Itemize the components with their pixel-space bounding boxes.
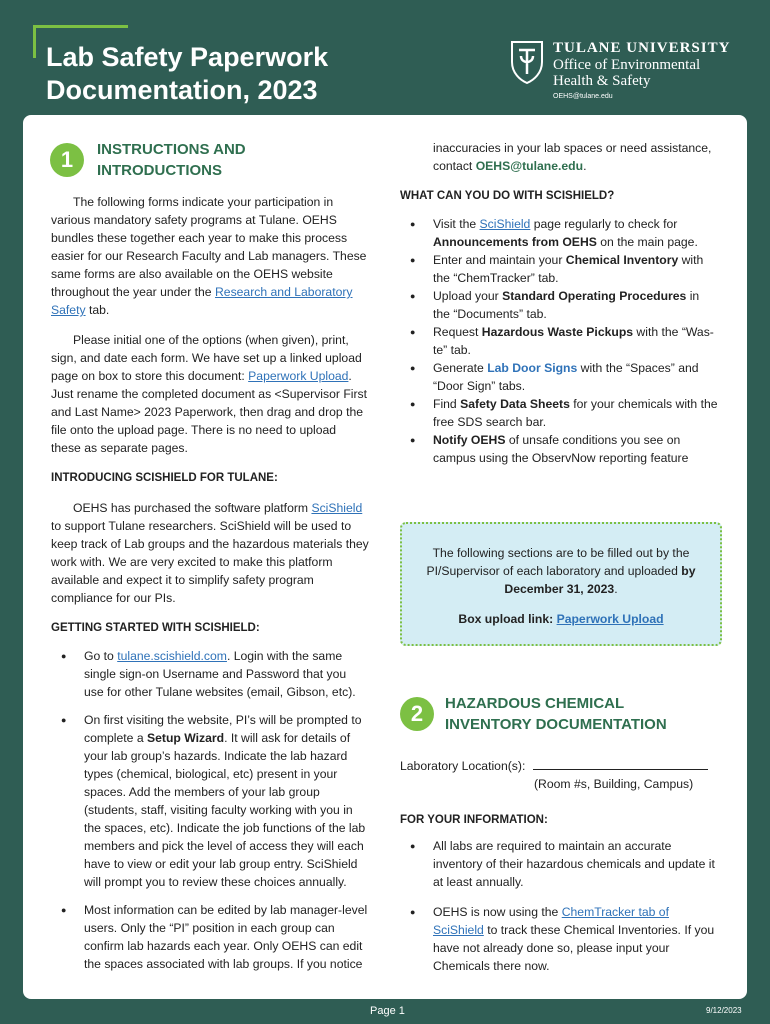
section-title-line-2: INVENTORY DOCUMENTATION bbox=[445, 716, 667, 733]
page-card bbox=[23, 115, 747, 999]
text: on the main page. bbox=[596, 235, 698, 249]
what-can-you-do-heading: WHAT CAN YOU DO WITH SCISHIELD? bbox=[400, 190, 615, 202]
text: . It will ask for details of your lab group’s hazards. Indicate the lab hazard types (chemical, biological, etc) present in your spaces. Add the members of your lab group (students, staff, visiting faculty working with you in the spaces, etc). Indicate the job functions of the lab members and pick the level of access they will each have to view or edit your lab group entry. SciShield will prompt you to review these choices annually. bbox=[84, 731, 366, 889]
section-title bbox=[97, 139, 246, 181]
scishield-intro-heading: INTRODUCING SCISHIELD FOR TULANE: bbox=[51, 472, 278, 484]
text: . bbox=[583, 159, 587, 173]
location-field[interactable] bbox=[533, 757, 708, 770]
text-bold: Notify OEHS bbox=[433, 433, 506, 447]
location-line bbox=[400, 757, 718, 775]
text: Generate bbox=[433, 361, 488, 375]
info-heading: FOR YOUR INFORMATION: bbox=[400, 814, 548, 826]
text: Go to bbox=[84, 649, 118, 663]
text: tab. bbox=[85, 303, 110, 317]
oehs-email-link[interactable]: OEHS@tulane.edu bbox=[475, 159, 584, 173]
text: The following sections are to be filled out by the PI/Supervisor of each laboratory and uploaded bbox=[426, 546, 690, 578]
footer-date: 9/12/2023 bbox=[706, 1006, 742, 1015]
text: . Login with the same single sign-on Username and Password that you use for other Tulane websites (email, Gibson, etc). bbox=[84, 649, 356, 699]
text: Request bbox=[433, 325, 482, 339]
text: The following forms indicate your participation in various mandatory safety programs at Tulane. OEHS bundles these together each year to make this process easier for our Research Faculty and Lab managers. These same forms are also available on the OEHS website throughout the year under the bbox=[51, 195, 367, 299]
list-item bbox=[400, 287, 718, 323]
left-column bbox=[51, 193, 369, 973]
text-bold: Hazardous Waste Pickups bbox=[481, 325, 634, 339]
text-bold: Announcements from OEHS bbox=[433, 235, 597, 249]
text: to track these Chemical Inventories. If you have not already done so, please input your Chemicals there now. bbox=[433, 923, 715, 973]
list-item bbox=[51, 647, 369, 701]
text: Find bbox=[433, 397, 461, 411]
list-item bbox=[400, 251, 718, 287]
tulane-scishield-link[interactable]: tulane.scishield.com bbox=[117, 649, 227, 663]
text-bold: Setup Wizard bbox=[147, 731, 225, 745]
logo-office-line-2: Health & Safety bbox=[553, 73, 651, 89]
text: with the “ChemTracker” tab. bbox=[433, 253, 704, 285]
section-number-badge: 2 bbox=[400, 697, 434, 731]
text: . bbox=[614, 582, 618, 596]
box-upload-line bbox=[402, 610, 720, 628]
list-item: ● Most information can be edited by lab manager-level users. Only the “PI” position in each group can confirm lab hazards each year. Only OEHS can edit the spaces associated with lab groups. If you notice bbox=[51, 901, 369, 973]
scishield-page-link[interactable]: SciShield bbox=[479, 217, 531, 231]
list-item bbox=[400, 323, 718, 359]
list-item bbox=[51, 711, 369, 891]
tulane-shield-icon bbox=[510, 40, 544, 84]
right-column bbox=[400, 139, 718, 467]
list-item: ● All labs are required to maintain an accurate inventory of their hazardous chemicals and update it at least annually. bbox=[400, 837, 718, 891]
text-bold: Safety Data Sheets bbox=[460, 397, 570, 411]
section-title-line-2: INTRODUCTIONS bbox=[97, 162, 222, 179]
text: Enter and maintain your bbox=[433, 253, 566, 267]
logo-office bbox=[553, 57, 700, 89]
text: On first visiting the website, PI’s will be prompted to complete a bbox=[84, 713, 362, 745]
box-upload-link[interactable]: Paperwork Upload bbox=[556, 612, 664, 626]
deadline-callout bbox=[400, 522, 722, 646]
text: Visit the bbox=[433, 217, 480, 231]
logo-email: OEHS@tulane.edu bbox=[553, 93, 613, 100]
section-title-line-1: INSTRUCTIONS AND bbox=[97, 141, 246, 158]
scishield-features-list bbox=[400, 215, 718, 467]
paperwork-upload-link[interactable]: Paperwork Upload bbox=[248, 369, 349, 383]
section-title bbox=[445, 693, 667, 735]
callout-text bbox=[402, 524, 720, 598]
research-safety-link[interactable]: Research and Laboratory Safety bbox=[51, 285, 353, 317]
list-item bbox=[400, 215, 718, 251]
scishield-link[interactable]: SciShield bbox=[311, 501, 363, 515]
list-item bbox=[400, 359, 718, 395]
text: with the “Spaces” and “Door Sign” tabs. bbox=[433, 361, 699, 393]
getting-started-list bbox=[51, 647, 369, 973]
list-item bbox=[400, 903, 718, 975]
text: for your chemicals with the free SDS search bar. bbox=[433, 397, 718, 429]
text-bold: Standard Operating Procedures bbox=[502, 289, 687, 303]
deadline-date: by December 31, 2023 bbox=[504, 564, 696, 596]
text: page regularly to check for bbox=[530, 217, 678, 231]
text: OEHS has purchased the software platform bbox=[73, 501, 312, 515]
page-number: Page 1 bbox=[370, 1005, 405, 1017]
title-line-2: Documentation, 2023 bbox=[46, 75, 318, 105]
text: Please initial one of the options (when given), print, sign, and date each form. We have set up a linked upload page on box to store this document: bbox=[51, 333, 362, 383]
instructions-paragraph bbox=[51, 331, 369, 457]
intro-paragraph bbox=[51, 193, 369, 319]
title-line-1: Lab Safety Paperwork bbox=[46, 42, 329, 72]
text: . Just rename the completed document as <Supervisor First and Last Name> 2023 Paperwork, then drag and drop the file onto the upload page. There is no need to upload these as separate pages. bbox=[51, 369, 368, 455]
chemtracker-link[interactable]: ChemTracker tab of SciShield bbox=[433, 905, 669, 937]
section-number-badge: 1 bbox=[50, 143, 84, 177]
logo-office-line-1: Office of Environmental bbox=[553, 57, 701, 73]
list-item bbox=[400, 431, 718, 467]
section2-body bbox=[400, 757, 718, 975]
text: inaccuracies in your lab spaces or need assistance, contact bbox=[433, 141, 712, 173]
location-hint: (Room #s, Building, Campus) bbox=[534, 777, 694, 791]
info-list bbox=[400, 837, 718, 975]
box-upload-label: Box upload link: bbox=[458, 612, 557, 626]
text: with the “Was-te” tab. bbox=[433, 325, 714, 357]
logo-university: TULANE UNIVERSITY bbox=[553, 40, 731, 56]
text-bold: Lab Door Signs bbox=[487, 361, 578, 375]
text-bold: Chemical Inventory bbox=[565, 253, 679, 267]
scishield-intro-paragraph bbox=[51, 499, 369, 607]
continued-paragraph bbox=[400, 139, 718, 175]
text: Upload your bbox=[433, 289, 503, 303]
section-title-line-1: HAZARDOUS CHEMICAL bbox=[445, 695, 625, 712]
getting-started-heading: GETTING STARTED WITH SCISHIELD: bbox=[51, 622, 260, 634]
text: of unsafe conditions you see on campus using the ObservNow reporting feature bbox=[433, 433, 689, 465]
text: in the “Documents” tab. bbox=[433, 289, 700, 321]
text: OEHS is now using the bbox=[433, 905, 562, 919]
location-label: Laboratory Location(s): bbox=[400, 759, 526, 773]
document-title bbox=[46, 41, 386, 107]
text: to support Tulane researchers. SciShield will be used to keep track of Lab groups and the hazardous materials they work with. We are very excited to make this platform available and expect it to simplify safety program compliance for our PIs. bbox=[51, 519, 369, 605]
list-item bbox=[400, 395, 718, 431]
